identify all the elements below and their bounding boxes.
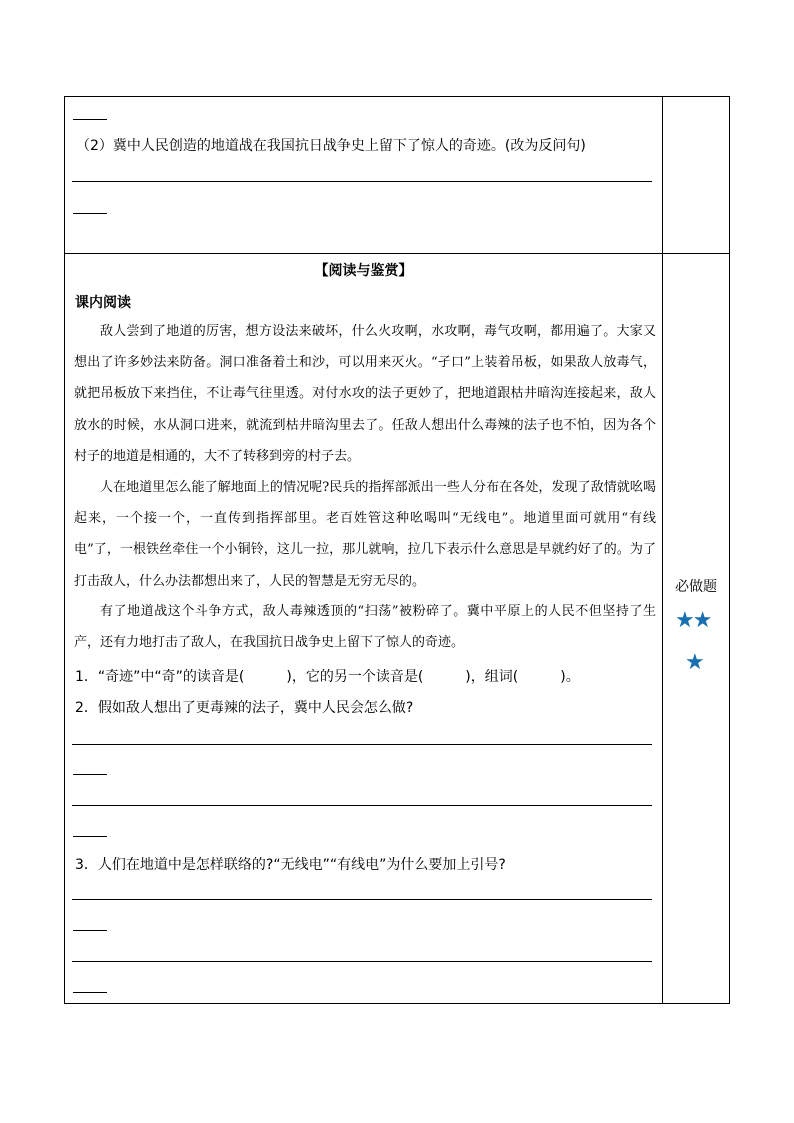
question-1-text: 1．“奇迹”中“奇”的读音是( )，它的另一个读音是( )，组词( )。: [75, 669, 580, 685]
answer-line: [73, 992, 107, 993]
reading-section-cell: [65, 254, 663, 1004]
question-2-text: （2）冀中人民创造的地道战在我国抗日战争史上留下了惊人的奇迹。(改为反问句): [76, 138, 586, 154]
answer-line: [72, 961, 652, 962]
passage-paragraph: 人在地道里怎么能了解地面上的情况呢?民兵的指挥部派出一些人分布在各处，发现了敌情就吆喝起来，一个接一个，一直传到指挥部里。老百姓管这种吆喝叫“无线电”。地道里面可就用“有线电”了，一根铁丝牵住一个小铜铃，这儿一拉，那儿就响，拉几下表示什么意思是早就约好了的。为了打击敌人，什么办法都想出来了，人民的智慧是无穷无尽的。: [74, 480, 656, 589]
star-icon: ★: [685, 650, 705, 675]
answer-line: [73, 774, 107, 775]
answer-line: [73, 930, 107, 931]
worksheet-table: [64, 96, 730, 1004]
passage-paragraph: 有了地道战这个斗争方式，敌人毒辣透顶的“扫荡”被粉碎了。冀中平原上的人民不但坚持了生产，还有力地打击了敌人，在我国抗日战争史上留下了惊人的奇迹。: [74, 604, 656, 651]
answer-line: [72, 744, 652, 745]
difficulty-side-cell: [663, 254, 730, 1004]
answer-line: [72, 805, 652, 806]
answer-line: [73, 213, 107, 214]
question-3-text: 3．人们在地道中是怎样联络的?“无线电”“有线电”为什么要加上引号?: [75, 857, 506, 873]
upper-side-cell: [663, 97, 730, 254]
answer-line: [72, 899, 652, 900]
upper-question-cell: [65, 97, 663, 254]
answer-line: [73, 836, 107, 837]
star-icon: ★★: [675, 608, 711, 633]
answer-line: [73, 119, 107, 120]
question-2-text: 2．假如敌人想出了更毒辣的法子，冀中人民会怎么做?: [75, 700, 414, 716]
required-label: 必做题: [675, 579, 717, 595]
answer-line: [72, 181, 652, 182]
subsection-title: 课内阅读: [75, 295, 131, 311]
section-title: 【阅读与鉴赏】: [314, 263, 413, 279]
passage-paragraph: 敌人尝到了地道的厉害，想方设法来破坏，什么火攻啊，水攻啊，毒气攻啊，都用遍了。大家又想出了许多妙法来防备。洞口准备着土和沙，可以用来灭火。“孑口”上装着吊板，如果敌人放毒气，就把吊板放下来挡住，不让毒气往里透。对付水攻的法子更妙了，把地道跟枯井暗沟连接起来，敌人放水的时候，水从洞口进来，就流到枯井暗沟里去了。任敌人想出什么毒辣的法子也不怕，因为各个村子的地道是相通的，大不了转移到旁的村子去。: [74, 324, 656, 464]
